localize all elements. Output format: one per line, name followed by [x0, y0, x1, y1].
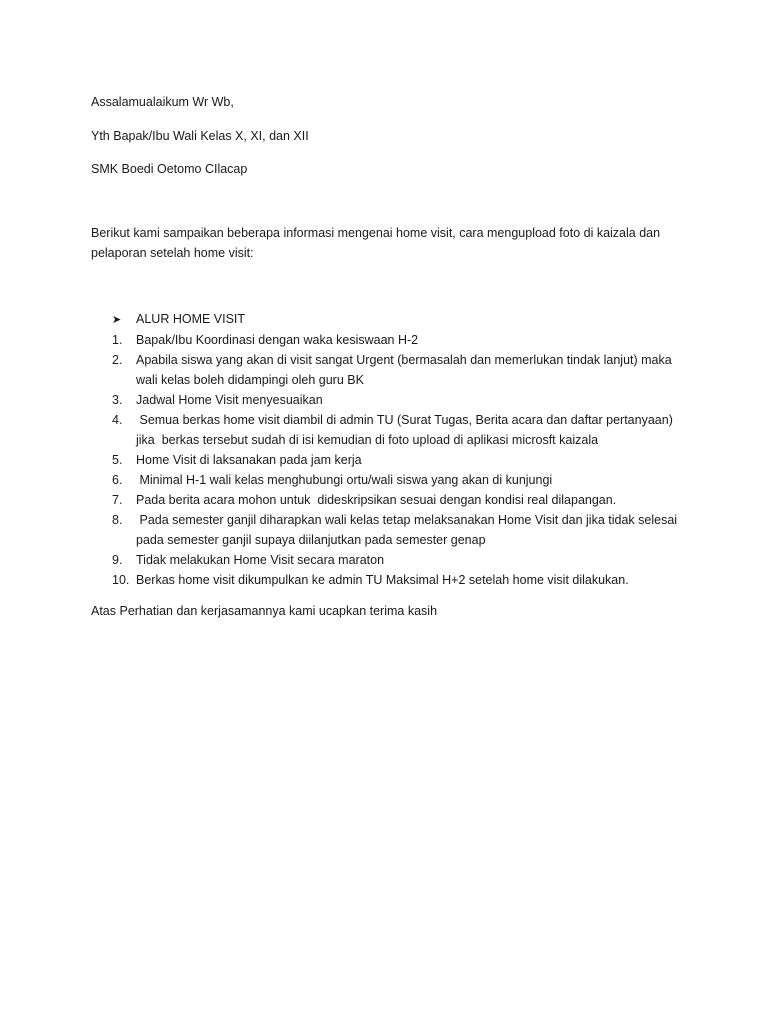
list-item-number: 3.	[112, 393, 123, 407]
list-item-text: Bapak/Ibu Koordinasi dengan waka kesiswaan H-2	[136, 333, 419, 347]
list-item-number: 8.	[112, 513, 123, 527]
list-item	[91, 350, 691, 390]
list-item-number: 7.	[112, 493, 123, 507]
list-item	[91, 490, 691, 510]
addressee: Yth Bapak/Ibu Wali Kelas X, XI, dan XII	[91, 129, 309, 143]
list-item-text: Minimal H-1 wali kelas menghubungi ortu/wali siswa yang akan di kunjungi	[136, 473, 553, 487]
greeting: Assalamualaikum Wr Wb,	[91, 95, 234, 109]
list-heading-text: ALUR HOME VISIT	[136, 312, 246, 326]
list-item-text: Jadwal Home Visit menyesuaikan	[136, 393, 323, 407]
list-item-text: Home Visit di laksanakan pada jam kerja	[136, 453, 362, 467]
list-item-number: 10.	[112, 573, 130, 587]
list-item-number: 2.	[112, 353, 123, 367]
list-item-number: 6.	[112, 473, 123, 487]
intro-line: pelaporan setelah home visit:	[91, 246, 254, 260]
list-item	[91, 470, 691, 490]
intro-paragraph	[91, 223, 691, 263]
list-item-number: 9.	[112, 553, 123, 567]
list-item	[91, 510, 691, 550]
closing-sentence: Atas Perhatian dan kerjasamannya kami ucapkan terima kasih	[91, 604, 438, 618]
list-item-text: Semua berkas home visit diambil di admin TU (Surat Tugas, Berita acara dan daftar pertanyaan) jika berkas tersebut sudah di isi kemudian di foto upload di aplikasi microsft kaizala	[136, 413, 673, 447]
list-item	[91, 550, 691, 570]
list-item-number: 1.	[112, 333, 123, 347]
list-item-number: 5.	[112, 453, 123, 467]
list-item	[91, 450, 691, 470]
list-item-text: Berkas home visit dikumpulkan ke admin TU Maksimal H+2 setelah home visit dilakukan.	[136, 573, 629, 587]
list-item-text: Pada semester ganjil diharapkan wali kelas tetap melaksanakan Home Visit dan jika tidak selesai pada semester ganjil supaya diilanjutkan pada semester genap	[136, 513, 678, 547]
list-item	[91, 570, 691, 590]
arrowhead-bullet-icon: ➤	[112, 314, 122, 326]
list-item	[91, 390, 691, 410]
list-item-text: Tidak melakukan Home Visit secara maraton	[136, 553, 385, 567]
list-heading	[91, 309, 691, 330]
school-name: SMK Boedi Oetomo CIlacap	[91, 162, 248, 176]
list-item-text: Pada berita acara mohon untuk dideskripsikan sesuai dengan kondisi real dilapangan.	[136, 493, 617, 507]
intro-line: Berikut kami sampaikan beberapa informasi mengenai home visit, cara mengupload foto di kaizala dan	[91, 226, 661, 240]
list-item-number: 4.	[112, 413, 123, 427]
list-item	[91, 330, 691, 350]
home-visit-list	[91, 309, 691, 590]
list-item	[91, 410, 691, 450]
list-item-text: Apabila siswa yang akan di visit sangat Urgent (bermasalah dan memerlukan tindak lanjut) maka wali kelas boleh didampingi oleh guru BK	[136, 353, 672, 387]
